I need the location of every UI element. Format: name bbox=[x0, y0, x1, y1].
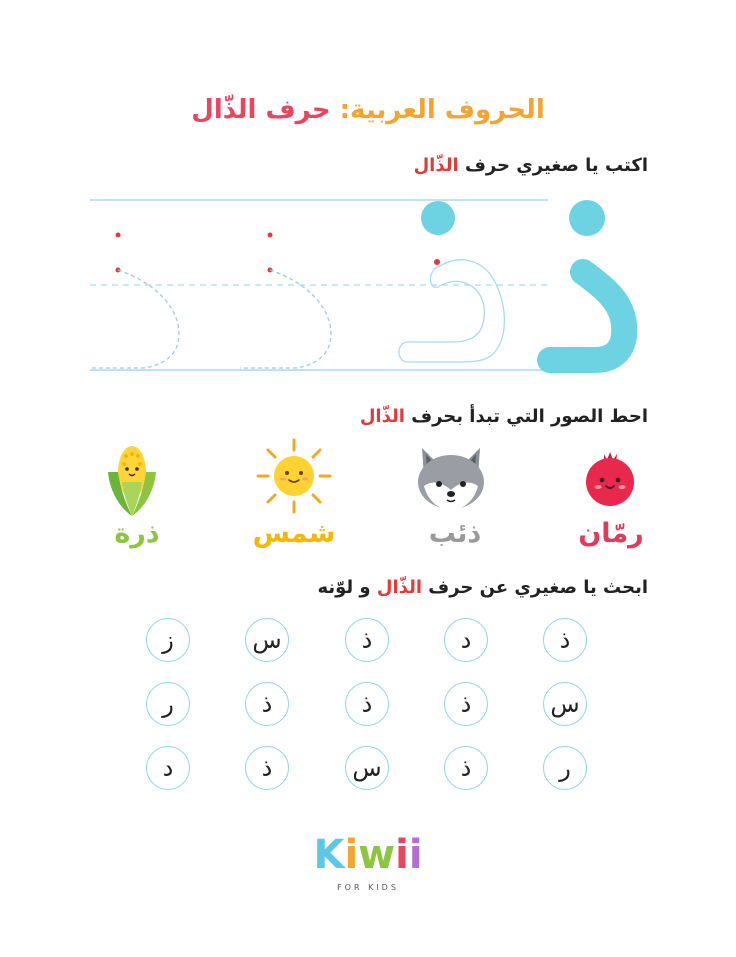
logo-text: Kiwii bbox=[313, 832, 423, 878]
letter-circle[interactable]: ذ bbox=[245, 746, 289, 790]
letter-circle[interactable]: س bbox=[543, 682, 587, 726]
corn-icon[interactable] bbox=[104, 442, 160, 518]
kiwii-logo bbox=[300, 826, 436, 896]
title-letter-name: حرف الذّال bbox=[191, 95, 331, 125]
page-title bbox=[0, 95, 736, 125]
letter-circle[interactable]: د bbox=[146, 746, 190, 790]
write-instruction bbox=[414, 155, 648, 176]
search-instruction-suffix: و لوّنه bbox=[317, 577, 377, 598]
sun-icon[interactable] bbox=[256, 438, 332, 514]
letter-circle[interactable]: س bbox=[345, 746, 389, 790]
wolf-icon[interactable] bbox=[412, 442, 490, 514]
tracing-letter-1 bbox=[240, 233, 331, 369]
tracing-letter-2 bbox=[90, 233, 179, 369]
letter-circle[interactable]: ذ bbox=[444, 746, 488, 790]
letter-circle[interactable]: ر bbox=[543, 746, 587, 790]
pomegranate-icon[interactable] bbox=[580, 448, 640, 508]
letter-circle[interactable]: ر bbox=[146, 682, 190, 726]
write-instruction-text: اكتب يا صغيري حرف bbox=[458, 155, 648, 176]
search-instruction bbox=[317, 577, 648, 598]
tracing-area[interactable] bbox=[0, 190, 736, 380]
letter-circle[interactable]: ذ bbox=[543, 618, 587, 662]
search-instruction-text: ابحث يا صغيري عن حرف bbox=[422, 577, 648, 598]
picture-label-pomegranate: رمّان bbox=[578, 518, 644, 549]
letter-circle[interactable]: ذ bbox=[345, 618, 389, 662]
circle-instruction-highlight: الذّال bbox=[359, 406, 405, 427]
letter-circle[interactable]: ذ bbox=[345, 682, 389, 726]
search-instruction-highlight: الذّال bbox=[376, 577, 423, 598]
write-instruction-highlight: الذّال bbox=[413, 155, 459, 176]
picture-label-corn: ذرة bbox=[114, 518, 160, 549]
solid-letter-model bbox=[550, 200, 624, 360]
letter-circle[interactable]: ذ bbox=[444, 682, 488, 726]
circle-instruction-text: احط الصور التي تبدأ بحرف bbox=[404, 406, 648, 427]
logo-tagline: FOR KIDS bbox=[337, 883, 399, 892]
letter-circle[interactable]: س bbox=[245, 618, 289, 662]
picture-label-wolf: ذئب bbox=[428, 518, 482, 549]
letter-circle[interactable]: د bbox=[444, 618, 488, 662]
circle-instruction bbox=[360, 406, 648, 427]
outline-letter-model bbox=[399, 201, 504, 362]
title-prefix: الحروف العربية: bbox=[330, 95, 545, 125]
picture-label-sun: شمس bbox=[252, 518, 336, 549]
letter-circle[interactable]: ذ bbox=[245, 682, 289, 726]
letter-circle[interactable]: ز bbox=[146, 618, 190, 662]
